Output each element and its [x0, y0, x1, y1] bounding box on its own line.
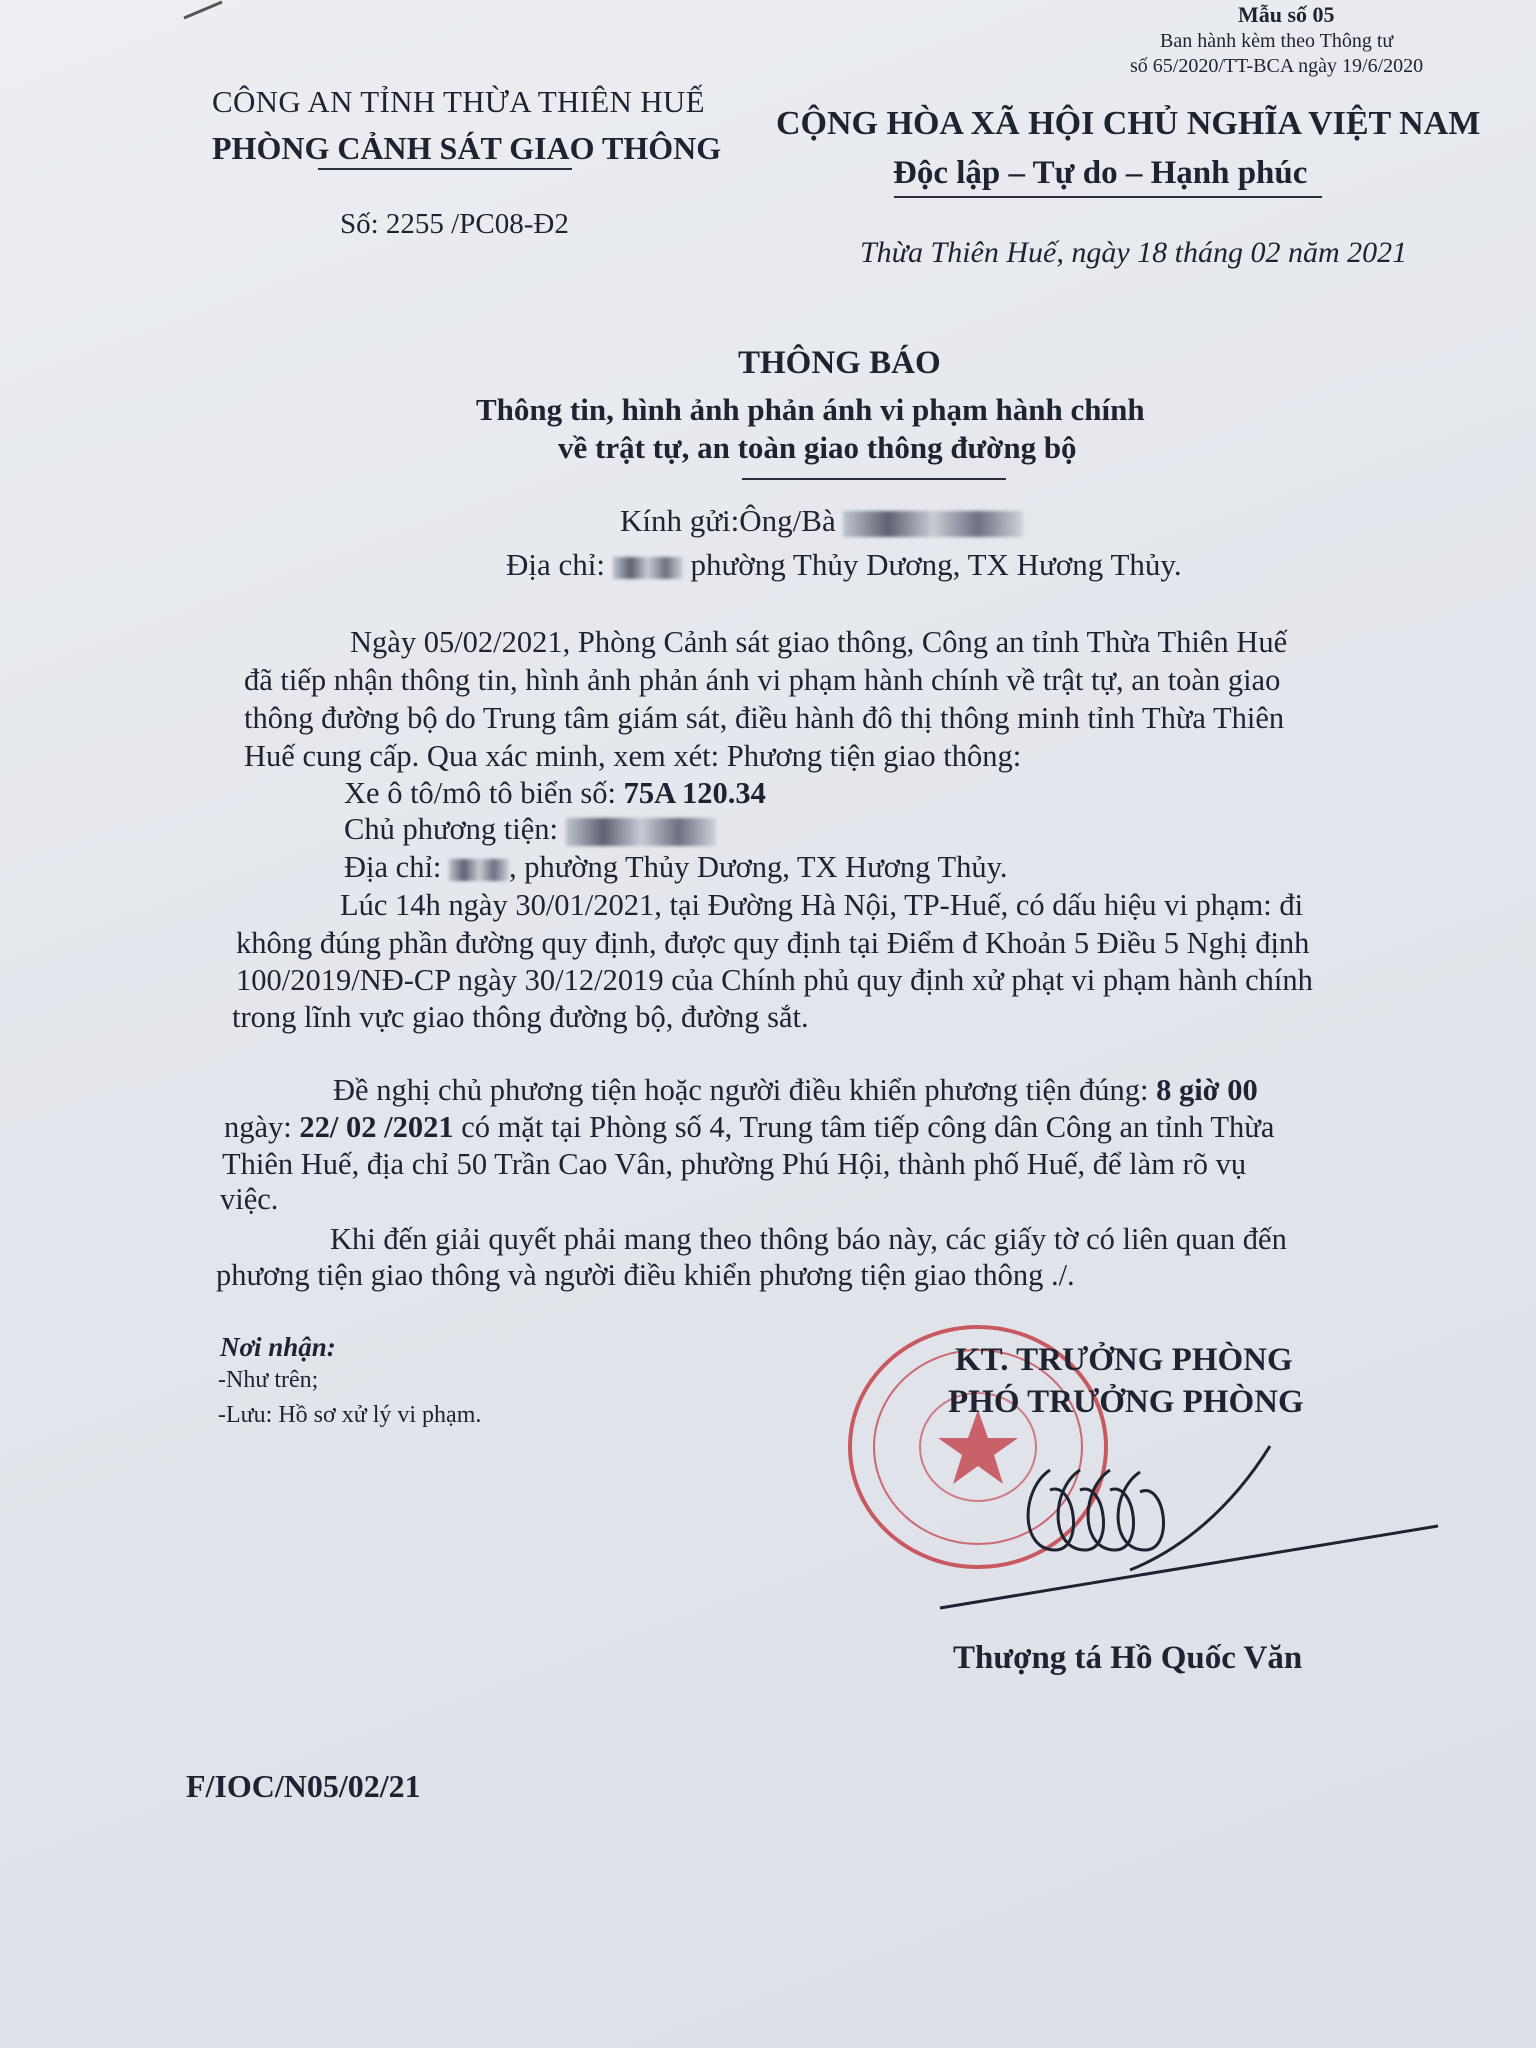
vehicle-plate-line — [344, 776, 766, 811]
paragraph2-line1: Lúc 14h ngày 30/01/2021, tại Đường Hà Nội, TP-Huế, có dấu hiệu vi phạm: đi — [340, 888, 1304, 922]
signature-role-line1: KT. TRƯỞNG PHÒNG — [955, 1342, 1293, 1378]
paragraph1-line2: đã tiếp nhận thông tin, hình ảnh phản ánh vi phạm hành chính về trật tự, an toàn giao — [244, 663, 1281, 697]
appointment-date: 22/ 02 /2021 — [299, 1110, 454, 1144]
motto-underline — [894, 196, 1322, 198]
plate-label: Xe ô tô/mô tô biển số: — [344, 776, 616, 810]
paragraph1-line1: Ngày 05/02/2021, Phòng Cảnh sát giao thông, Công an tỉnh Thừa Thiên Huế — [350, 625, 1288, 659]
appointment-location-text: có mặt tại Phòng số 4, Trung tâm tiếp công dân Công an tỉnh Thừa — [461, 1110, 1275, 1144]
handwritten-signature-icon — [930, 1440, 1450, 1620]
paragraph1-line3: thông đường bộ do Trung tâm giám sát, điều hành đô thị thông minh tỉnh Thừa Thiên — [244, 701, 1285, 735]
document-number: Số: 2255 /PC08-Đ2 — [340, 208, 569, 240]
recipient-greeting: Kính gửi:Ông/Bà — [620, 503, 836, 538]
appointment-day-label: ngày: — [224, 1110, 292, 1144]
department-underline — [318, 168, 572, 170]
paragraph4-line1: Khi đến giải quyết phải mang theo thông báo này, các giấy tờ có liên quan đến — [330, 1222, 1287, 1256]
paragraph1-line4: Huế cung cấp. Qua xác minh, xem xét: Phương tiện giao thông: — [244, 739, 1022, 773]
plate-value: 75A 120.34 — [623, 776, 766, 810]
place-date: Thừa Thiên Huế, ngày 18 tháng 02 năm 2021 — [860, 236, 1408, 269]
owner-label: Chủ phương tiện: — [344, 812, 558, 846]
appointment-request-text: Đề nghị chủ phương tiện hoặc người điều khiển phương tiện đúng: — [333, 1073, 1149, 1107]
national-motto: Độc lập – Tự do – Hạnh phúc — [893, 155, 1308, 191]
recipient-address-text: phường Thủy Dương, TX Hương Thủy. — [690, 547, 1182, 582]
recipient-line — [620, 503, 1023, 539]
paragraph3-line3: Thiên Huế, địa chỉ 50 Trần Cao Vân, phường Phú Hội, thành phố Huế, để làm rõ vụ — [222, 1147, 1247, 1181]
republic-heading: CỘNG HÒA XÃ HỘI CHỦ NGHĨA VIỆT NAM — [776, 105, 1481, 142]
redacted-owner-name — [566, 818, 716, 846]
redacted-owner-address — [449, 859, 509, 881]
recipient-address — [506, 547, 1182, 583]
document-title: THÔNG BÁO — [738, 345, 941, 381]
signer-name: Thượng tá Hồ Quốc Văn — [953, 1640, 1303, 1676]
signature-role-line2: PHÓ TRƯỞNG PHÒNG — [948, 1384, 1304, 1420]
document-subtitle-line1: Thông tin, hình ảnh phản ánh vi phạm hành chính — [476, 392, 1145, 427]
receiver-item: -Lưu: Hồ sơ xử lý vi phạm. — [218, 1402, 482, 1428]
owner-address-line — [344, 850, 1007, 885]
appointment-time: 8 giờ 00 — [1156, 1073, 1258, 1107]
form-note-line2: số 65/2020/TT-BCA ngày 19/6/2020 — [1130, 55, 1424, 77]
owner-address-label: Địa chỉ: — [344, 850, 442, 884]
paragraph3-line2 — [224, 1110, 1274, 1145]
recipient-address-label: Địa chỉ: — [506, 547, 605, 582]
department-name: PHÒNG CẢNH SÁT GIAO THÔNG — [212, 130, 722, 166]
title-underline — [742, 478, 1006, 480]
reference-code: F/IOC/N05/02/21 — [186, 1768, 421, 1804]
paragraph4-line2: phương tiện giao thông và người điều khiển phương tiện giao thông ./. — [216, 1258, 1075, 1292]
paragraph3-line4: việc. — [220, 1182, 279, 1216]
redacted-recipient-name — [843, 511, 1023, 537]
paragraph2-line4: trong lĩnh vực giao thông đường bộ, đường sắt. — [232, 1000, 809, 1034]
paragraph3-line1 — [333, 1073, 1258, 1108]
receiver-item: -Như trên; — [218, 1367, 319, 1393]
form-note-line1: Ban hành kèm theo Thông tư — [1160, 30, 1394, 52]
pen-mark-icon — [182, 0, 242, 20]
paragraph2-line2: không đúng phần đường quy định, được quy định tại Điểm đ Khoản 5 Điều 5 Nghị định — [236, 926, 1310, 960]
document-subtitle-line2: về trật tự, an toàn giao thông đường bộ — [558, 430, 1077, 465]
agency-name: CÔNG AN TỈNH THỪA THIÊN HUẾ — [212, 84, 705, 119]
form-number: Mẫu số 05 — [1238, 2, 1335, 27]
owner-address-text: , phường Thủy Dương, TX Hương Thủy. — [509, 850, 1008, 884]
paragraph2-line3: 100/2019/NĐ-CP ngày 30/12/2019 của Chính phủ quy định xử phạt vi phạm hành chính — [236, 963, 1313, 997]
receivers-label: Nơi nhận: — [220, 1332, 336, 1362]
vehicle-owner-line — [344, 812, 716, 847]
redacted-recipient-address — [613, 557, 683, 579]
